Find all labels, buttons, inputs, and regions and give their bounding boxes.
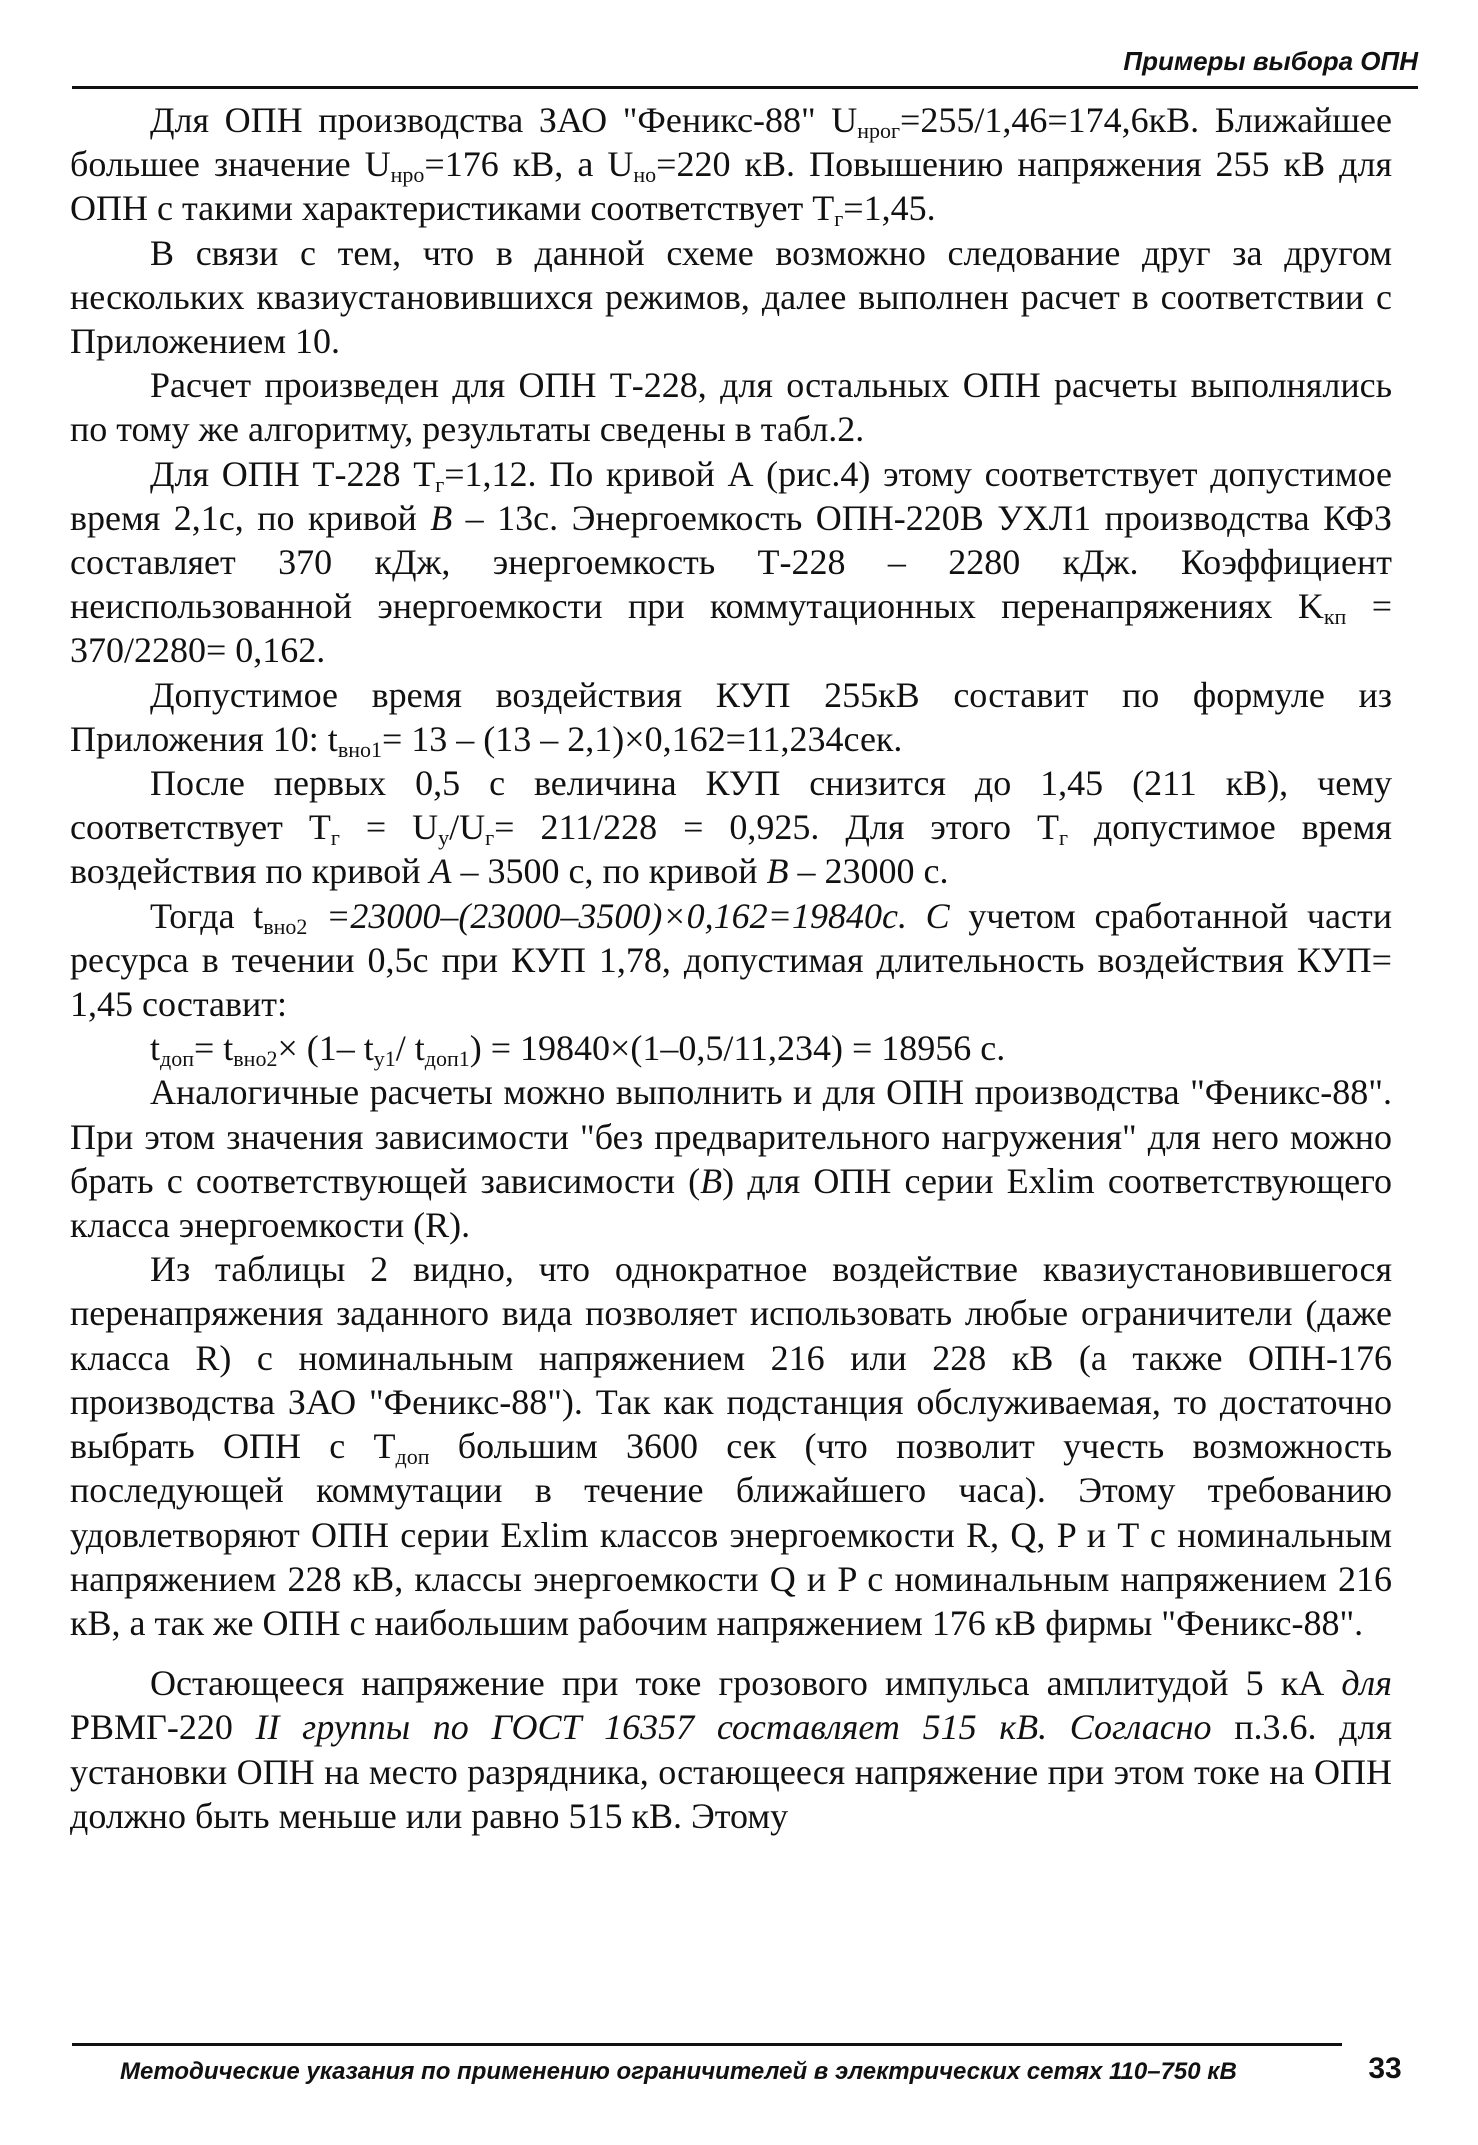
paragraph-6: После первых 0,5 с величина КУП снизится до 1,45 (211 кВ), чему соответствует $T_г = U_у/U_г= 211/228 = 0,925$. Для этого $T_г$ допустимое время воздействия по кривой А – 3500 с, по кривой В – 23000 с. xyxy=(70,763,1392,892)
header-rule xyxy=(72,86,1418,89)
paragraph-8: Аналогичные расчеты можно выполнить и для ОПН производства "Феникс-88". При этом значения зависимости "без предварительного нагружения" для него можно брать с соответствующей зависимости (В) для ОПН серии Exlim соответствующего класса энергоемкости (R). xyxy=(70,1072,1392,1246)
paragraph-9: Из таблицы 2 видно, что однократное воздействие квазиустановившегося перенапряжения заданного вида позволяет использовать любые ограничители (даже класса R) с номинальным напряжением 216 или 228 кВ (а также ОПН-176 производства ЗАО "Феникс-88"). Так как подстанция обслуживаемая, то достаточно выбрать ОПН с $T_{доп}$ большим 3600 сек (что позволит учесть возможность последующей коммутации в течение ближайшего часа). Этому требованию удовлетворяют ОПН серии Exlim классов энергоемкости R, Q, P и T с номинальным напряжением 228 кВ, классы энергоемкости Q и P с номинальным напряжением 216 кВ, а так же ОПН с наибольшим рабочим напряжением 176 кВ фирмы "Феникс-88". xyxy=(70,1249,1392,1643)
paragraph-2: В связи с тем, что в данной схеме возможно следование друг за другом нескольких квазиустановившихся режимов, далее выполнен расчет в соответствии с Приложением 10. xyxy=(70,232,1392,362)
paragraph-4: Для ОПН Т-228 $Т_г=1,12$. По кривой А (рис.4) этому соответствует допустимое время 2,1с, по кривой В – 13с. Энергоемкость ОПН-220В УХЛ1 производства КФЗ составляет 370 кДж, энергоемкость Т-228 – 2280 кДж. Коэффициент неиспользованной энергоемкости при коммутационных перенапряжениях $K_{кп} = 370/2280= 0,162$. xyxy=(70,453,1392,671)
running-header: Примеры выбора ОПН xyxy=(1123,46,1418,76)
footer-rule xyxy=(72,2043,1342,2046)
page-body xyxy=(70,98,1392,1838)
paragraph-10: Остающееся напряжение при токе грозового импульса амплитудой 5 кА для РВМГ-220 II группы по ГОСТ 16357 составляет 515 кВ. Согласно п.3.6. для установки ОПН на место разрядника, остающееся напряжение при этом токе на ОПН должно быть меньше или равно 515 кВ. Этому xyxy=(70,1663,1393,1836)
formula-line: $t_{доп}= t_{вно2}\times (1-$ $t_{у1}/$ $t_{доп1}) = 19840\times(1-0,5/11,234) = 18956$ с. xyxy=(150,1028,1006,1072)
paragraph-5: Допустимое время воздействия КУП 255кВ составит по формуле из Приложения 10: $t_{вно1}= 13 - (13 - 2,1)\times 0,162=11,234сек$. xyxy=(70,674,1392,762)
running-footer: Методические указания по применению ограничителей в электрических сетях 110–750 кВ xyxy=(120,2058,1237,2085)
paragraph-3: Расчет произведен для ОПН Т-228, для остальных ОПН расчеты выполнялись по тому же алгоритму, результаты сведены в табл.2. xyxy=(70,365,1392,450)
page-number: 33 xyxy=(1368,2052,1402,2085)
paragraph-1: Для ОПН производства ЗАО "Феникс-88" $U_{нрог}=255/1,46=174,6кВ$. Ближайшее большее значение $U_{нро}=176$ кВ, а $U_{но}=220$ кВ. Повышению напряжения 255 кВ для ОПН с такими характеристиками соответствует $T_г=1,45$. xyxy=(70,100,1393,232)
paragraph-7: Тогда $t_{вно2} =23000-(23000-3500)\times 0,162=19840с$. С учетом сработанной части ресурса в течении 0,5с при КУП 1,78, допустимая длительность воздействия КУП= 1,45 составит: xyxy=(70,895,1392,1025)
